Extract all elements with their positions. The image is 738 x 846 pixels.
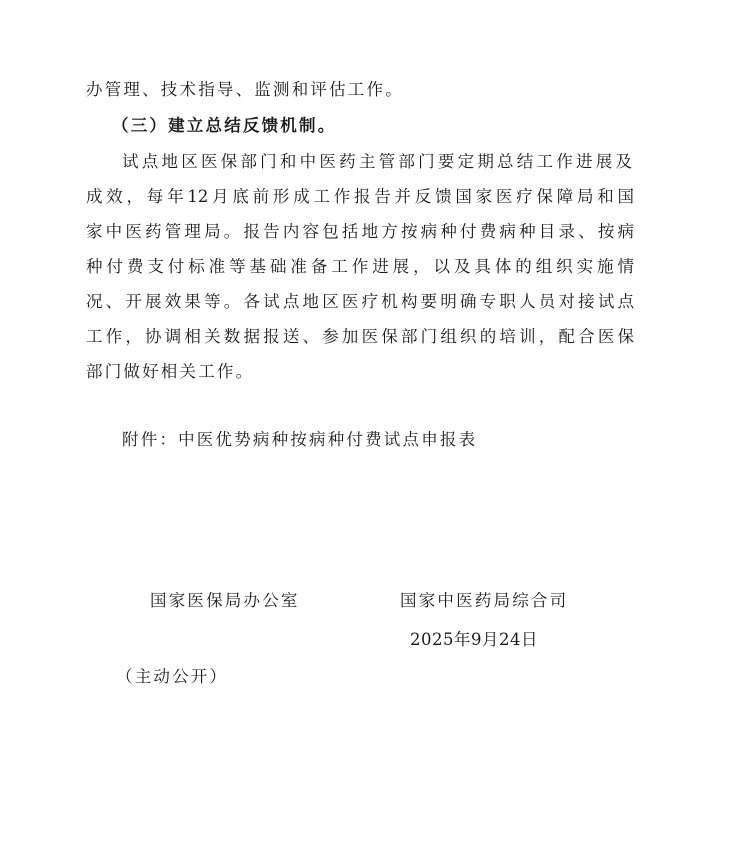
body-line-7: 部门做好相关工作。 — [86, 362, 255, 381]
body-line-4: 种付费支付标准等基础准备工作进展，以及具体的组织实施情 — [86, 257, 634, 276]
document-date: 2025年9月24日 — [410, 630, 538, 649]
paragraph-continuation: 办管理、技术指导、监测和评估工作。 — [86, 80, 404, 99]
disclosure-note: （主动公开） — [116, 667, 229, 686]
attachment-line: 附件：中医优势病种按病种付费试点申报表 — [122, 430, 478, 449]
body-line-2: 成效，每年12月底前形成工作报告并反馈国家医疗保障局和国 — [86, 187, 634, 206]
section-heading: （三）建立总结反馈机制。 — [112, 116, 337, 135]
signature-right: 国家中医药局综合司 — [400, 591, 569, 610]
body-line-1: 试点地区医保部门和中医药主管部门要定期总结工作进展及 — [122, 152, 632, 171]
signature-left: 国家医保局办公室 — [150, 591, 300, 610]
body-line-6: 工作，协调相关数据报送、参加医保部门组织的培训，配合医保 — [86, 327, 634, 346]
body-line-5: 况、开展效果等。各试点地区医疗机构要明确专职人员对接试点 — [86, 292, 634, 311]
body-line-3: 家中医药管理局。报告内容包括地方按病种付费病种目录、按病 — [86, 222, 634, 241]
